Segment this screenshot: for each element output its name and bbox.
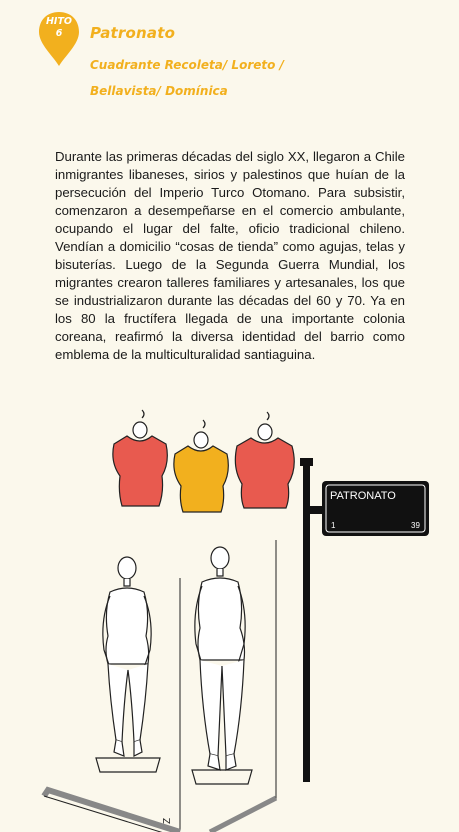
page-subtitle: [90, 52, 284, 104]
mannequin-left: [96, 557, 160, 772]
page-title: Patronato: [90, 24, 176, 42]
yellow-shirt-middle: [174, 420, 228, 512]
red-shirt-right: [235, 412, 294, 508]
badge-number: 6: [55, 28, 63, 39]
street-sign-name: PATRONATO: [330, 490, 396, 502]
mannequin-right: [192, 547, 252, 784]
street-sign-number-left: 1: [331, 521, 336, 530]
history-paragraph: Durante las primeras décadas del siglo XX, llegaron a Chile inmigrantes libaneses, sirios y palestinos que huían de la persecución del Imperio Turco Otomano. Para subsistir, comenzaron a desempeñarse en el comercio ambulante, ocupando el lugar del falte, oficio tradicional chileno. Vendían a domicilio “cosas de tienda” como agujas, telas y bisuterías. Luego de la Segunda Guerra Mundial, los migrantes crearon talleres familiares y artesanales, los que se industrializaron durante las décadas del 60 y 70. Ya en los 80 la fructífera llegada de una importante colonia coreana, reafirmó la diversa identidad del barrio como emblema de la multiculturalidad santiaguina.: [55, 149, 405, 362]
subtitle-line-1: Cuadrante Recoleta/ Loreto /: [90, 58, 284, 72]
badge-label: HITO: [45, 16, 73, 27]
red-shirt-left: [113, 410, 167, 506]
shop-illustration: [0, 400, 459, 832]
street-sign-number-right: 39: [411, 521, 420, 530]
floor-mark: Z: [162, 817, 173, 824]
street-sign: [322, 481, 429, 536]
floor-lines: [44, 790, 276, 832]
sign-pole: [303, 458, 310, 782]
subtitle-line-2: Bellavista/ Domínica: [90, 84, 228, 98]
milestone-badge: [37, 16, 81, 40]
